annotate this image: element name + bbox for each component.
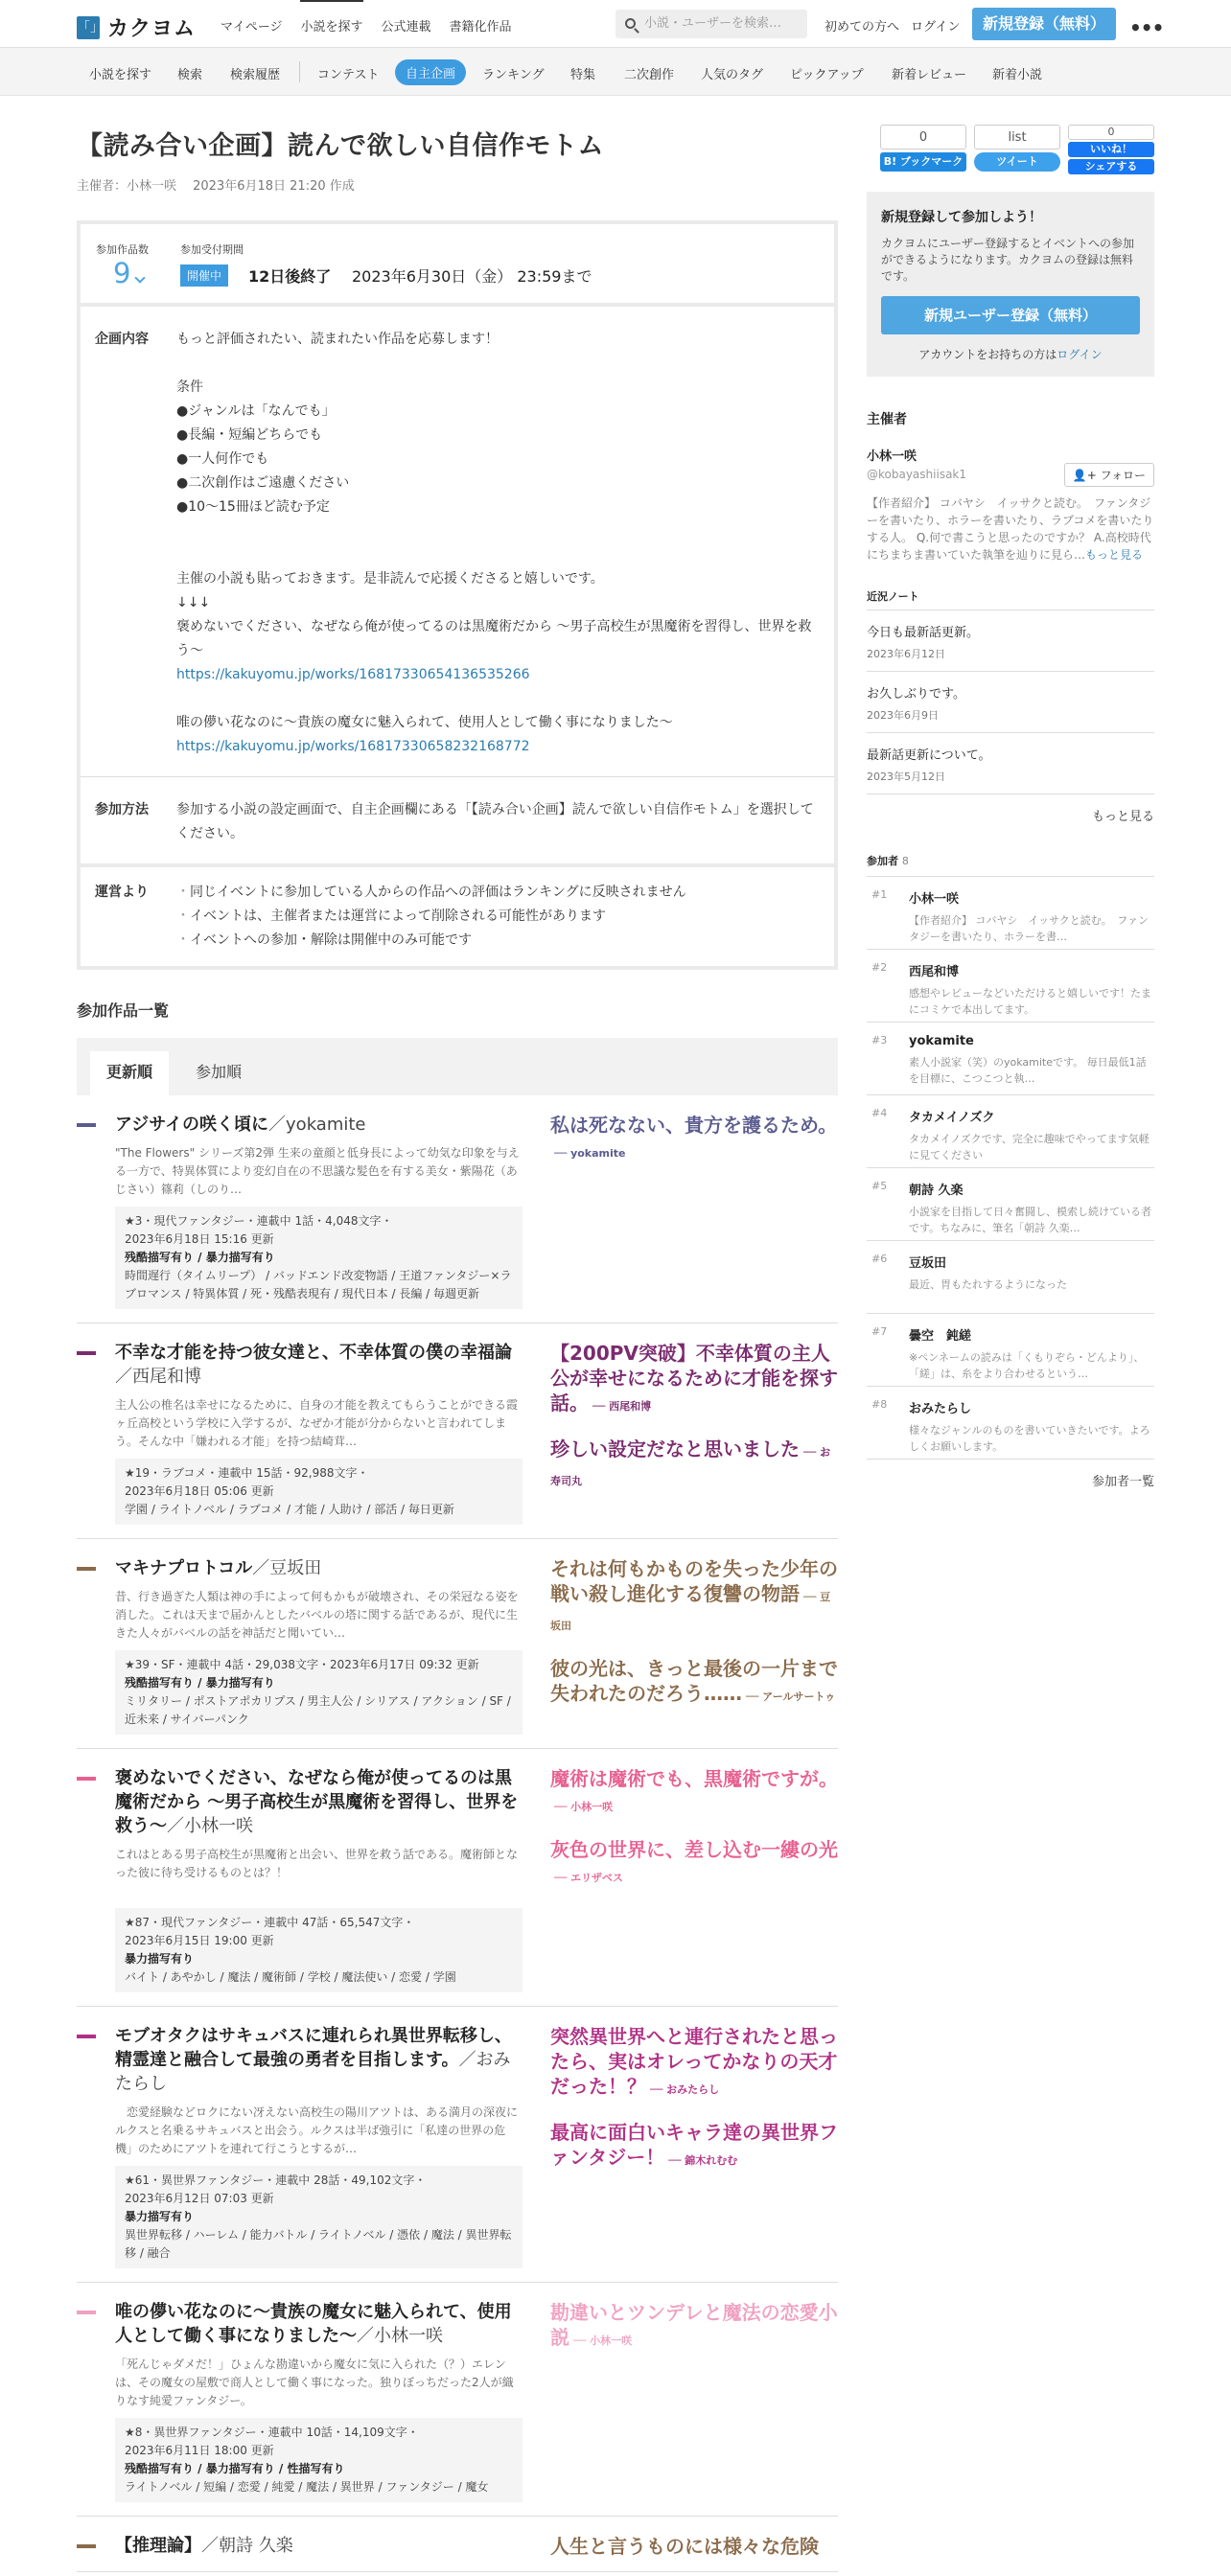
work-meta <box>115 2418 523 2502</box>
work-item <box>77 2007 838 2283</box>
content-label: 企画内容 <box>95 332 149 347</box>
work-reviews <box>550 2534 838 2576</box>
share-buttons <box>867 96 1154 172</box>
participant-name[interactable]: yokamite <box>909 1034 974 1048</box>
work-item <box>77 1323 838 1539</box>
participant-desc: 最近、胃もたれするようになった <box>909 1278 1067 1291</box>
tweet-button[interactable]: ツイート <box>974 152 1060 172</box>
how-label: 参加方法 <box>95 802 149 817</box>
participant-item[interactable] <box>867 1168 1154 1241</box>
review-text[interactable]: 灰色の世界に、差し込む一縷の光 <box>550 1838 838 1861</box>
review-item[interactable] <box>550 1556 838 1639</box>
work-info <box>115 1113 523 1309</box>
review-text[interactable]: 勘違いとツンデレと魔法の恋愛小説 <box>550 2301 838 2349</box>
like-count: 0 <box>1068 125 1154 140</box>
how-text: 参加する小説の設定画面で、自主企画欄にある「【読み合い企画】読んで欲しい自信作モトム」を選択してください。 <box>176 802 814 841</box>
work-warnings: 残酷描写有り / 暴力描写有り <box>125 1676 275 1690</box>
work-description: これはとある男子高校生が黒魔術と出会い、世界を救う話である。魔術師となった彼に待ち受けるものとは？！ <box>115 1848 519 1879</box>
review-item[interactable] <box>550 1437 838 1494</box>
participant-name[interactable]: タカメイノズク <box>909 1111 995 1125</box>
ops-rules <box>176 881 820 953</box>
work-title[interactable] <box>115 2534 523 2558</box>
review-item[interactable] <box>550 1656 838 1710</box>
participant-desc: 感想やレビューなどいただけると嬉しいです！たまにコミケで本出してます。 <box>909 987 1151 1016</box>
organizer <box>867 446 1154 564</box>
review-item[interactable] <box>550 2024 838 2103</box>
work-info <box>115 1766 523 1992</box>
global-header <box>0 0 1231 48</box>
work-reviews <box>550 2024 838 2191</box>
participants-label: 参加者 <box>867 855 898 867</box>
organizer-id: @kobayashiisak1 <box>867 468 967 481</box>
note-date: 2023年5月12日 <box>867 770 945 783</box>
sidebar-login-link[interactable]: ログイン <box>1057 348 1103 361</box>
work-meta <box>115 1650 523 1735</box>
work-updated: 2023年6月12日 07:03 更新 <box>125 2192 274 2205</box>
review-author: ── 豆坂田 <box>550 1591 831 1632</box>
hatena-button[interactable]: B! ブックマーク <box>880 152 966 172</box>
subnav-new-novels[interactable]: 新着小説 <box>992 68 1043 82</box>
participant-item[interactable] <box>867 1095 1154 1168</box>
period-label: 参加受付期間 <box>180 243 244 256</box>
work-title[interactable] <box>115 1556 523 1580</box>
subnav-reviews[interactable]: 新着レビュー <box>892 68 967 82</box>
main-content <box>77 96 838 2572</box>
review-author: ── アールサートゥ <box>746 1690 836 1703</box>
works-list <box>77 1095 838 2572</box>
login-link[interactable]: ログイン <box>911 20 961 34</box>
participant-item[interactable] <box>867 1023 1154 1095</box>
work-color-bar <box>77 1351 96 1355</box>
review-text[interactable]: 魔術は魔術でも、黒魔術ですが。 <box>550 1767 838 1790</box>
review-author: ── 小林一咲 <box>554 1801 614 1813</box>
ops-label: 運営より <box>95 885 149 900</box>
participant-desc: 様々なジャンルのものを書いていきたいです。よろしくお願いします。 <box>909 1424 1150 1453</box>
participant-rank: #1 <box>871 888 888 901</box>
participant-item[interactable] <box>867 950 1154 1023</box>
work-description: 主人公の椎名は幸せになるために、自身の才能を教えてもらうことができる霞ヶ丘高校という学校に入学するが、なぜか才能が分からないと言われてしまう。そんな中「嫌われる才能」を持つ結崎茸… <box>115 1398 519 1448</box>
participant-desc: ※ペンネームの読みは「くもりぞら・どんより」、「縒」は、糸をより合わせるという… <box>909 1351 1145 1380</box>
search-input[interactable] <box>616 10 807 38</box>
work-link-1[interactable]: https://kakuyomu.jp/works/16817330654136535266 <box>176 667 530 682</box>
work-title[interactable] <box>115 1113 523 1137</box>
review-item[interactable] <box>550 1766 838 1820</box>
participants-list <box>867 877 1154 1460</box>
subnav-contest[interactable]: コンテスト <box>317 68 380 82</box>
participant-item[interactable] <box>867 877 1154 950</box>
work-color-bar <box>77 2311 96 2314</box>
work-tags[interactable]: ライトノベル / 短編 / 恋愛 / 純愛 / 魔法 / 異世界 / ファンタジー / 魔女 <box>125 2480 489 2494</box>
account-note <box>881 346 1140 362</box>
subnav-events[interactable]: 自主企画 <box>395 59 466 85</box>
review-item[interactable] <box>550 2120 838 2174</box>
review-text[interactable]: 人生と言うものには様々な危険 <box>550 2535 819 2558</box>
participant-name[interactable]: おみたらし <box>909 1402 972 1416</box>
review-text[interactable]: 私は死なない、貴方を護るため。 <box>550 1114 838 1137</box>
work-title-text[interactable]: アジサイの咲く頃に <box>115 1115 269 1135</box>
work-color-bar <box>77 2035 96 2038</box>
subnav-feature[interactable]: 特集 <box>570 68 596 82</box>
work-description: "The Flowers" シリーズ第2弾 生来の童顔と低身長によって幼気な印象を与える一方で、特異体質により変幻自在の不思議な髪色を有する美女・紫陽花（あじさい）篠莉（しのり… <box>115 1146 520 1196</box>
work-author[interactable]: ／西尾和博 <box>115 1367 201 1387</box>
notes-more-link[interactable]: もっと見る <box>1091 810 1154 824</box>
participant-item[interactable] <box>867 1241 1154 1314</box>
participant-rank: #7 <box>871 1325 888 1338</box>
participant-name[interactable]: 豆坂田 <box>909 1256 947 1271</box>
ops-rule: ・ 同じイベントに参加している人からの作品への評価はランキングに反映されません <box>176 881 820 905</box>
content-text: もっと評価されたい、読まれたい作品を応募します！ 条件 ●ジャンルは「なんでも」 ●長編・短編どちらでも ●一人何作でも ●二次創作はご遠慮ください ●10～15冊ほど読む予定 主催の小説も貼っておきます。是非読んで応援くださると嬉しいです。 ↓↓↓ 褒めないでください、なぜなら俺が使ってるのは黒魔術だから 〜男子高校生が黒魔術を習得し、世界を救う〜 <box>176 332 812 658</box>
work-meta <box>115 1459 523 1525</box>
event-meta: 主催者：小林一咲 2023年6月18日 21:20 作成 <box>77 179 355 194</box>
review-author: ── お寿司丸 <box>550 1446 831 1487</box>
note-title[interactable]: 今日も最新話更新。 <box>867 626 980 640</box>
follow-label: フォロー <box>1100 469 1146 482</box>
work-title[interactable] <box>115 2024 523 2096</box>
work-title[interactable] <box>115 2300 523 2348</box>
work-warnings: 残酷描写有り / 暴力描写有り <box>125 1251 275 1264</box>
work-tags[interactable]: 学園 / ライトノベル / ラブコメ / 才能 / 人助け / 部活 / 毎日更新 <box>125 1503 454 1516</box>
work-stats: ★8・異世界ファンタジー・連載中 10話・14,109文字・ <box>125 2426 419 2439</box>
subnav-search[interactable]: 検索 <box>177 68 203 82</box>
work-title[interactable] <box>115 1766 523 1838</box>
logo-text: カクヨム <box>107 17 197 41</box>
hatena-share[interactable] <box>880 125 966 172</box>
subnav-ranking[interactable]: ランキング <box>482 68 545 82</box>
notes-title: 近況ノート <box>867 588 1154 610</box>
note-item[interactable] <box>867 672 1154 733</box>
review-author: ── 錦木れむむ <box>668 2154 738 2167</box>
participant-desc: 素人小説家（笑）のyokamiteです。 毎日最低1話を目標に、こつこつと執… <box>909 1056 1147 1085</box>
review-text[interactable]: 最高に面白いキャラ達の異世界ファンタジー！ <box>550 2121 838 2169</box>
work-description: 「死んじゃダメだ！」ひょんな勘違いから魔女に気に入られた（？）エレンは、その魔女の屋敷で商人として働く事になった。独りぼっちだった2人が織りなす純愛ファンタジー。 <box>115 2358 514 2407</box>
work-updated: 2023年6月18日 05:06 更新 <box>125 1484 274 1498</box>
work-reviews <box>550 2300 838 2371</box>
ops-rule: ・ イベントは、主催者または運営によって削除される可能性があります <box>176 905 820 929</box>
event-how-row <box>81 777 834 863</box>
review-text[interactable]: 彼の光は、きっと最後の一片まで失われたのだろう…… <box>550 1657 838 1705</box>
work-reviews <box>550 1556 838 1727</box>
subnav-search-novels[interactable]: 小説を探す <box>89 68 152 82</box>
facebook-share[interactable] <box>1068 125 1154 174</box>
work-updated: 2023年6月18日 15:16 更新 <box>125 1232 274 1246</box>
work-stats: ★61・異世界ファンタジー・連載中 28話・49,102文字・ <box>125 2174 427 2187</box>
work-info <box>115 2534 523 2558</box>
tweet-share[interactable] <box>974 125 1060 172</box>
notes-list <box>867 610 1154 794</box>
organizer-title: 主催者 <box>867 412 907 427</box>
like-button[interactable]: いいね！ <box>1068 142 1154 157</box>
tab-updated[interactable]: 更新順 <box>90 1051 169 1095</box>
work-info <box>115 2300 523 2502</box>
work-item <box>77 2517 838 2572</box>
work-title-text[interactable]: 不幸な才能を持つ彼女達と、不幸体質の僕の幸福論 <box>115 1343 512 1363</box>
participant-desc: 【作者紹介】 コバヤシ イッサクと読む。 ファンタジーを書いたり、ホラーを書… <box>909 914 1150 943</box>
work-title-text[interactable]: モブオタクはサキュバスに連れられ異世界転移し、精霊達と融合して最強の勇者を目指します。 <box>115 2026 512 2070</box>
participant-rank: #3 <box>871 1034 888 1046</box>
review-author: ── 西尾和博 <box>592 1400 652 1413</box>
global-nav <box>221 16 530 34</box>
participants-count: 8 <box>901 855 909 867</box>
event-summary <box>81 224 834 307</box>
review-author: ── おみたらし <box>650 2083 720 2096</box>
work-title-text[interactable]: 唯の儚い花なのに〜貴族の魔女に魅入られて、使用人として働く事になりました〜 <box>115 2302 512 2346</box>
nav-mypage[interactable]: マイページ <box>221 20 283 34</box>
subnav-pickup[interactable]: ピックアップ <box>790 68 864 82</box>
more-menu-icon[interactable]: ••• <box>1129 16 1164 39</box>
work-author[interactable]: ／yokamite <box>268 1115 366 1135</box>
organizer-intro-text: 【作者紹介】 コバヤシ イッサクと読む。 ファンタジーを書いたり、ホラーを書いたり、ラブコメを書いたりする人。 Q.何で書こうと思ったのですか？ A.高校時代にちまちま書いていた執筆を辿りに見ら <box>867 496 1154 562</box>
status-badge: 開催中 <box>180 264 228 287</box>
participant-name[interactable]: 小林一咲 <box>909 892 960 907</box>
work-link-2[interactable]: https://kakuyomu.jp/works/16817330658232168772 <box>176 739 530 754</box>
join-body: カクヨムにユーザー登録するとイベントへの参加ができるようになります。カクヨムの登録は無料です。 <box>881 237 1135 283</box>
participant-item[interactable] <box>867 1314 1154 1387</box>
participant-desc: タカメイノズクです、完全に趣味でやってます気軽に見てください <box>909 1133 1150 1162</box>
content-body <box>176 328 820 759</box>
review-text[interactable]: 珍しい設定だなと思いました <box>550 1438 800 1460</box>
note-item[interactable] <box>867 733 1154 794</box>
work-author[interactable]: ／おみたらし <box>115 2050 511 2094</box>
participant-item[interactable] <box>867 1387 1154 1460</box>
participants-more-link[interactable]: 参加者一覧 <box>1091 1475 1154 1489</box>
work-meta <box>115 2166 523 2268</box>
work-title-text[interactable]: 【推理論】 <box>115 2536 201 2556</box>
tweet-count: list <box>974 125 1060 150</box>
review-item[interactable] <box>550 2534 838 2559</box>
work-stats: ★3・現代ファンタジー・連載中 1話・4,048文字・ <box>125 1214 393 1228</box>
work-reviews <box>550 1113 838 1184</box>
join-box <box>867 192 1154 377</box>
works-title: 参加作品一覧 <box>77 1001 170 1020</box>
note-title[interactable]: お久しぶりです。 <box>867 687 965 702</box>
entry-count[interactable]: 9 <box>113 257 131 289</box>
work-item <box>77 1095 838 1323</box>
ops-rule: ・ イベントへの参加・解除は開催中のみ可能です <box>176 929 820 953</box>
work-warnings: 暴力描写有り <box>125 2210 195 2223</box>
review-item[interactable] <box>550 1837 838 1891</box>
review-text[interactable]: それは何もかものを失った少年の戦い殺し進化する復讐の物語 <box>550 1557 838 1605</box>
work-tags[interactable]: 異世界転移 / ハーレム / 能力バトル / ライトノベル / 憑依 / 魔法 / 異世界転移 / 融合 <box>125 2228 512 2260</box>
tab-joined[interactable]: 参加順 <box>196 1063 243 1081</box>
deadline: 2023年6月30日（金） 23:59まで <box>352 267 592 286</box>
work-info <box>115 2024 523 2268</box>
event-box <box>77 220 838 970</box>
work-reviews <box>550 1766 838 1908</box>
facebook-share-button[interactable]: シェアする <box>1068 159 1154 174</box>
note-item[interactable] <box>867 610 1154 672</box>
logo[interactable] <box>77 12 196 42</box>
work-reviews <box>550 1341 838 1511</box>
note-title[interactable]: 最新話更新について。 <box>867 748 991 763</box>
organizer-more-link[interactable]: もっと見る <box>1085 548 1144 562</box>
count-label: 参加作品数 <box>96 243 149 256</box>
review-author: ── エリザベス <box>554 1872 623 1884</box>
organizer-name[interactable]: 小林一咲 <box>867 449 917 464</box>
work-description: 恋愛経験などロクにない冴えない高校生の陽川アツトは、ある満月の深夜にルクスと名乗るサキュバスと出会う。ルクスは半ば強引に「私達の世界の危機」のためにアツトを連れて行こうとするが… <box>115 2105 519 2155</box>
event-title: 【読み合い企画】読んで欲しい自信作モトム <box>77 131 604 161</box>
remaining-days: 12日後終了 <box>248 267 332 286</box>
work-meta <box>115 1908 523 1992</box>
review-text[interactable]: 突然異世界へと連行されたと思ったら、実はオレってかなりの天才だった！？ <box>550 2025 838 2098</box>
participant-name[interactable]: 朝詩 久楽 <box>909 1184 964 1198</box>
account-text: アカウントをお持ちの方は <box>918 348 1057 361</box>
sub-nav <box>0 48 1231 96</box>
search-icon <box>625 18 636 29</box>
participant-desc: 小説家を目指して日々奮闘し、模索し続けている者です。ちなみに、筆名「朝詩 久楽… <box>909 1206 1151 1234</box>
participant-rank: #5 <box>871 1180 888 1192</box>
subnav-fanfic[interactable]: 二次創作 <box>624 68 675 82</box>
sidebar <box>867 96 1154 1489</box>
work-stats: ★87・現代ファンタジー・連載中 47話・65,547文字・ <box>125 1916 415 1929</box>
search-placeholder: 小説・ユーザーを検索… <box>644 16 782 31</box>
subnav-history[interactable]: 検索履歴 <box>230 68 281 82</box>
work-title[interactable] <box>115 1341 523 1389</box>
work-info <box>115 1556 523 1735</box>
participant-rank: #6 <box>871 1253 888 1265</box>
work-tags[interactable]: 時間遅行（タイムリープ） / バッドエンド改変物語 / 王道ファンタジー×ラブロマンス / 特異体質 / 死・残酷表現有 / 現代日本 / 長編 / 毎週更新 <box>125 1269 512 1300</box>
work-item <box>77 2283 838 2517</box>
work-warnings: 暴力描写有り <box>125 1952 195 1966</box>
subnav-tags[interactable]: 人気のタグ <box>701 68 764 82</box>
hatena-count: 0 <box>880 125 966 150</box>
work-updated: 2023年6月11日 18:00 更新 <box>125 2444 274 2457</box>
logo-mark: 「」 <box>77 16 100 39</box>
subnav-divider <box>299 61 300 82</box>
nav-books[interactable]: 書籍化作品 <box>449 20 512 34</box>
work-item <box>77 1749 838 2007</box>
review-text[interactable]: 【200PV突破】不幸体質の主人公が幸せになるために才能を探す話。 <box>550 1342 838 1414</box>
work-stats: ★39・SF・連載中 4話・29,038文字・2023年6月17日 09:32 更新 <box>125 1658 479 1671</box>
work-author[interactable]: ／豆坂田 <box>252 1558 322 1578</box>
work-color-bar <box>77 1123 96 1127</box>
work-title-text[interactable]: マキナプロトコル <box>115 1558 253 1578</box>
work-author[interactable]: ／小林一咲 <box>357 2326 443 2346</box>
review-item[interactable] <box>550 1341 838 1419</box>
work-info <box>115 1341 523 1525</box>
join-title: 新規登録して参加しよう！ <box>881 210 1042 225</box>
nav-search-novels[interactable]: 小説を探す <box>300 16 362 34</box>
participant-rank: #4 <box>871 1107 888 1119</box>
user-plus-icon: 👤+ <box>1072 469 1101 482</box>
content-text-2: 唯の儚い花なのに〜貴族の魔女に魅入られて、使用人として働く事になりました〜 <box>176 715 673 730</box>
nav-official[interactable]: 公式連載 <box>381 20 431 34</box>
follow-button[interactable] <box>1064 463 1154 487</box>
chevron-down-icon[interactable] <box>134 272 145 283</box>
work-item <box>77 1539 838 1749</box>
note-date: 2023年6月9日 <box>867 709 939 722</box>
participant-name[interactable]: 西尾和博 <box>909 965 960 979</box>
register-button[interactable]: 新規登録（無料） <box>972 8 1116 40</box>
work-tags[interactable]: ミリタリー / ポストアポカリプス / 男主人公 / シリアス / アクション / SF / 近未来 / サイバーパンク <box>125 1694 511 1726</box>
work-author[interactable]: ／小林一咲 <box>167 1816 253 1836</box>
first-time-link[interactable]: 初めての方へ <box>825 20 900 34</box>
review-author: ── yokamite <box>554 1147 626 1160</box>
review-author: ── 小林一咲 <box>573 2334 633 2347</box>
work-tags[interactable]: バイト / あやかし / 魔法 / 魔術師 / 学校 / 魔法使い / 恋愛 / 学園 <box>125 1970 456 1984</box>
note-date: 2023年6月12日 <box>867 648 945 660</box>
works-tabs <box>77 1038 838 1095</box>
work-warnings: 残酷描写有り / 暴力描写有り / 性描写有り <box>125 2462 345 2475</box>
work-title-text[interactable]: 褒めないでください、なぜなら俺が使ってるのは黒魔術だから 〜男子高校生が黒魔術を習得し、世界を救う〜 <box>115 1768 519 1836</box>
work-color-bar <box>77 2544 96 2548</box>
participant-rank: #8 <box>871 1398 888 1411</box>
work-meta <box>115 1207 523 1309</box>
work-updated: 2023年6月15日 19:00 更新 <box>125 1934 274 1947</box>
event-ops-row <box>81 863 834 966</box>
participant-rank: #2 <box>871 961 888 974</box>
organizer-intro: 【作者紹介】 コバヤシ イッサクと読む。 ファンタジーを書いたり、ホラーを書いたり、ラブコメを書いたりする人。 Q.何で書こうと思ったのですか？ A.高校時代にちまちま書いていた執筆を辿りに見ら…もっと見る <box>867 496 1154 562</box>
work-description: 昔、行き過ぎた人類は神の手によって何もかもが破壊され、その栄冠なる姿を消した。これは天まで届かんとしたバベルの塔に関する話であるが、現代に生きた人々がバベルの話を神話だと聞いてい… <box>115 1590 519 1640</box>
signup-button[interactable]: 新規ユーザー登録（無料） <box>881 296 1140 334</box>
event-content-row <box>81 307 834 777</box>
participant-name[interactable]: 曇空 鈍縒 <box>909 1329 972 1344</box>
work-color-bar <box>77 1777 96 1781</box>
work-author[interactable]: ／朝詩 久楽 <box>201 2536 293 2556</box>
work-color-bar <box>77 1567 96 1571</box>
work-stats: ★19・ラブコメ・連載中 15話・92,988文字・ <box>125 1466 369 1480</box>
participants-title <box>867 853 1154 877</box>
review-item[interactable] <box>550 1113 838 1166</box>
review-item[interactable] <box>550 2300 838 2354</box>
